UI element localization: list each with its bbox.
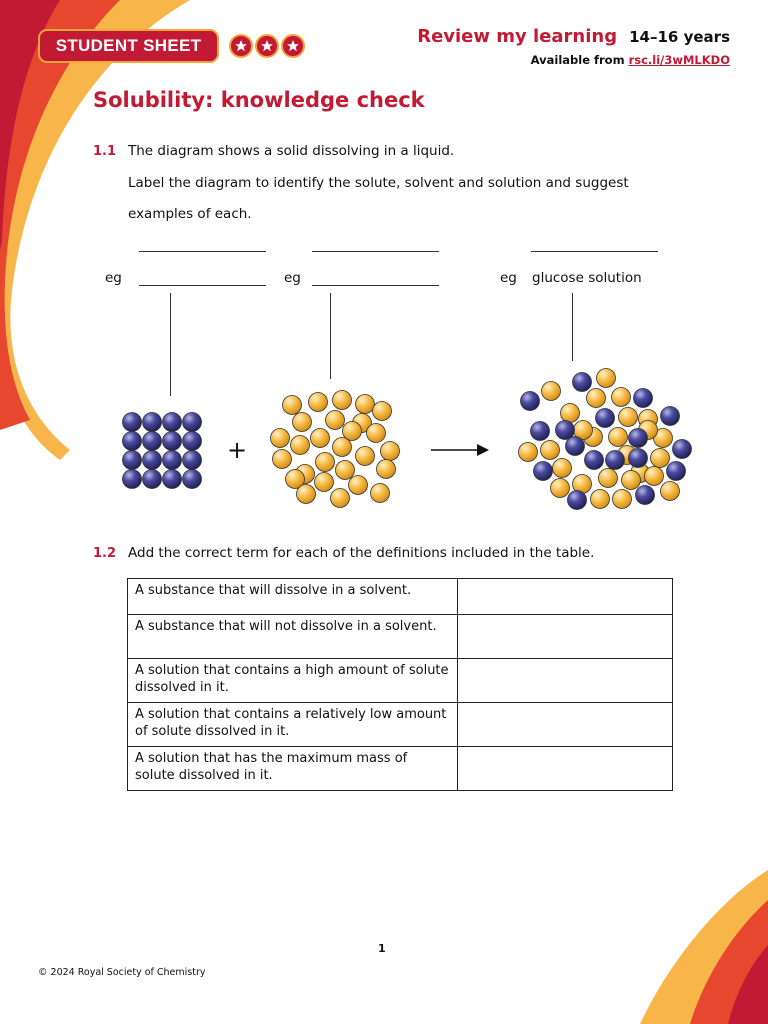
solvent-particle (273, 450, 292, 469)
solvent-particle (356, 447, 375, 466)
solvent-particle (333, 391, 352, 410)
available-from-label: Available from (530, 53, 625, 67)
solvent-particle (316, 453, 335, 472)
solute-particle (143, 470, 162, 489)
solute-particle (634, 389, 653, 408)
eg-label: eg (105, 270, 122, 286)
answer-cell[interactable] (458, 703, 673, 747)
definition-cell: A solution that contains a high amount of solute dissolved in it. (128, 659, 458, 703)
solute-particle (556, 421, 575, 440)
definitions-table (127, 578, 673, 791)
solvent-particle (343, 422, 362, 441)
solute-particle (566, 437, 585, 456)
solute-example-blank[interactable] (139, 285, 266, 286)
page-number: 1 (378, 942, 386, 955)
solvent-particle (619, 408, 638, 427)
student-sheet-badge (38, 29, 219, 63)
solvent-particle (336, 461, 355, 480)
reaction-arrow (431, 444, 489, 456)
difficulty-stars (229, 34, 305, 58)
star-icon (255, 34, 279, 58)
solvent-particle (356, 395, 375, 414)
solute-particle (534, 462, 553, 481)
solute-particle (183, 432, 202, 451)
table-row (128, 659, 673, 703)
table-row (128, 579, 673, 615)
solvent-particle (661, 482, 680, 501)
solute-particle (143, 432, 162, 451)
solute-particle (568, 491, 587, 510)
answer-cell[interactable] (458, 659, 673, 703)
solute-particle (123, 413, 142, 432)
age-range: 14–16 years (629, 28, 730, 46)
solvent-particle (599, 469, 618, 488)
question-1-2-text: Add the correct term for each of the definitions included in the table. (128, 545, 595, 561)
review-header (417, 26, 730, 67)
solvent-particle (587, 389, 606, 408)
question-1-1-text-line2: Label the diagram to identify the solute, solvent and solution and suggest (128, 175, 629, 191)
dissolving-diagram (110, 360, 710, 520)
solute-particle (183, 413, 202, 432)
solvent-particle (367, 424, 386, 443)
solute-particle (163, 470, 182, 489)
solute-particle (123, 451, 142, 470)
solution-leader-line (572, 293, 573, 361)
solute-particle (673, 440, 692, 459)
definition-cell: A substance that will dissolve in a solvent. (128, 579, 458, 615)
solute-particle (123, 432, 142, 451)
table-row (128, 703, 673, 747)
solvent-particle (591, 490, 610, 509)
solute-particle (585, 451, 604, 470)
plus-sign: + (226, 436, 248, 464)
solvent-particle (377, 460, 396, 479)
answer-cell[interactable] (458, 579, 673, 615)
solvent-particle (371, 484, 390, 503)
solvent-particle (271, 429, 290, 448)
solvent-particle (381, 442, 400, 461)
solute-particle (163, 413, 182, 432)
star-icon (281, 34, 305, 58)
solvent-particle (283, 396, 302, 415)
copyright-notice: © 2024 Royal Society of Chemistry (38, 967, 206, 978)
badge-label: STUDENT SHEET (55, 36, 202, 55)
solute-label-blank[interactable] (139, 251, 266, 252)
solvent-particle (541, 441, 560, 460)
solvent-particle (612, 388, 631, 407)
solvent-particle (613, 490, 632, 509)
solvent-particle (561, 404, 580, 423)
solvent-cluster (271, 391, 400, 508)
solute-particle (596, 409, 615, 428)
solute-particle (629, 429, 648, 448)
solvent-particle (326, 411, 345, 430)
star-icon (229, 34, 253, 58)
solute-particle (521, 392, 540, 411)
solvent-particle (373, 402, 392, 421)
solute-lattice (123, 413, 202, 489)
solvent-particle (349, 476, 368, 495)
solute-particle (163, 451, 182, 470)
solute-particle (661, 407, 680, 426)
solute-particle (143, 413, 162, 432)
eg-label: eg (500, 270, 517, 286)
solvent-example-blank[interactable] (312, 285, 439, 286)
solvent-particle (311, 429, 330, 448)
solvent-particle (551, 479, 570, 498)
question-number-1-2: 1.2 (93, 546, 117, 561)
solvent-particle (297, 485, 316, 504)
solute-particle (123, 470, 142, 489)
solvent-particle (333, 438, 352, 457)
solvent-particle (315, 473, 334, 492)
solvent-particle (291, 436, 310, 455)
solution-cluster (519, 369, 692, 510)
solute-particle (667, 462, 686, 481)
solvent-particle (542, 382, 561, 401)
solvent-particle (331, 489, 350, 508)
solute-particle (531, 422, 550, 441)
solvent-label-blank[interactable] (312, 251, 439, 252)
solvent-particle (622, 471, 641, 490)
solute-particle (606, 451, 625, 470)
available-from (417, 53, 730, 67)
solvent-particle (293, 413, 312, 432)
solute-particle (629, 449, 648, 468)
solvent-particle (309, 393, 328, 412)
question-1-1-text-line1: The diagram shows a solid dissolving in a liquid. (128, 143, 455, 159)
page-title: Solubility: knowledge check (93, 88, 425, 112)
solvent-particle (645, 467, 664, 486)
solvent-particle (553, 459, 572, 478)
solvent-particle (519, 443, 538, 462)
answer-cell[interactable] (458, 747, 673, 791)
eg-label: eg (284, 270, 301, 286)
solute-particle (163, 432, 182, 451)
solute-particle (143, 451, 162, 470)
solvent-particle (609, 428, 628, 447)
table-row (128, 615, 673, 659)
solution-label-blank[interactable] (531, 251, 658, 252)
definition-cell: A substance that will not dissolve in a solvent. (128, 615, 458, 659)
solute-particle (183, 470, 202, 489)
definition-cell: A solution that contains a relatively low amount of solute dissolved in it. (128, 703, 458, 747)
solute-particle (573, 373, 592, 392)
table-row (128, 747, 673, 791)
answer-cell[interactable] (458, 615, 673, 659)
review-title: Review my learning (417, 26, 618, 47)
solute-particle (183, 451, 202, 470)
resource-link[interactable]: rsc.li/3wMLKDO (628, 53, 730, 67)
solvent-particle (597, 369, 616, 388)
question-1-1-text-line3: examples of each. (128, 206, 252, 222)
solute-particle (636, 486, 655, 505)
question-number-1-1: 1.1 (93, 144, 117, 159)
definition-cell: A solution that has the maximum mass of solute dissolved in it. (128, 747, 458, 791)
solvent-particle (651, 449, 670, 468)
solution-example-text: glucose solution (532, 270, 642, 286)
